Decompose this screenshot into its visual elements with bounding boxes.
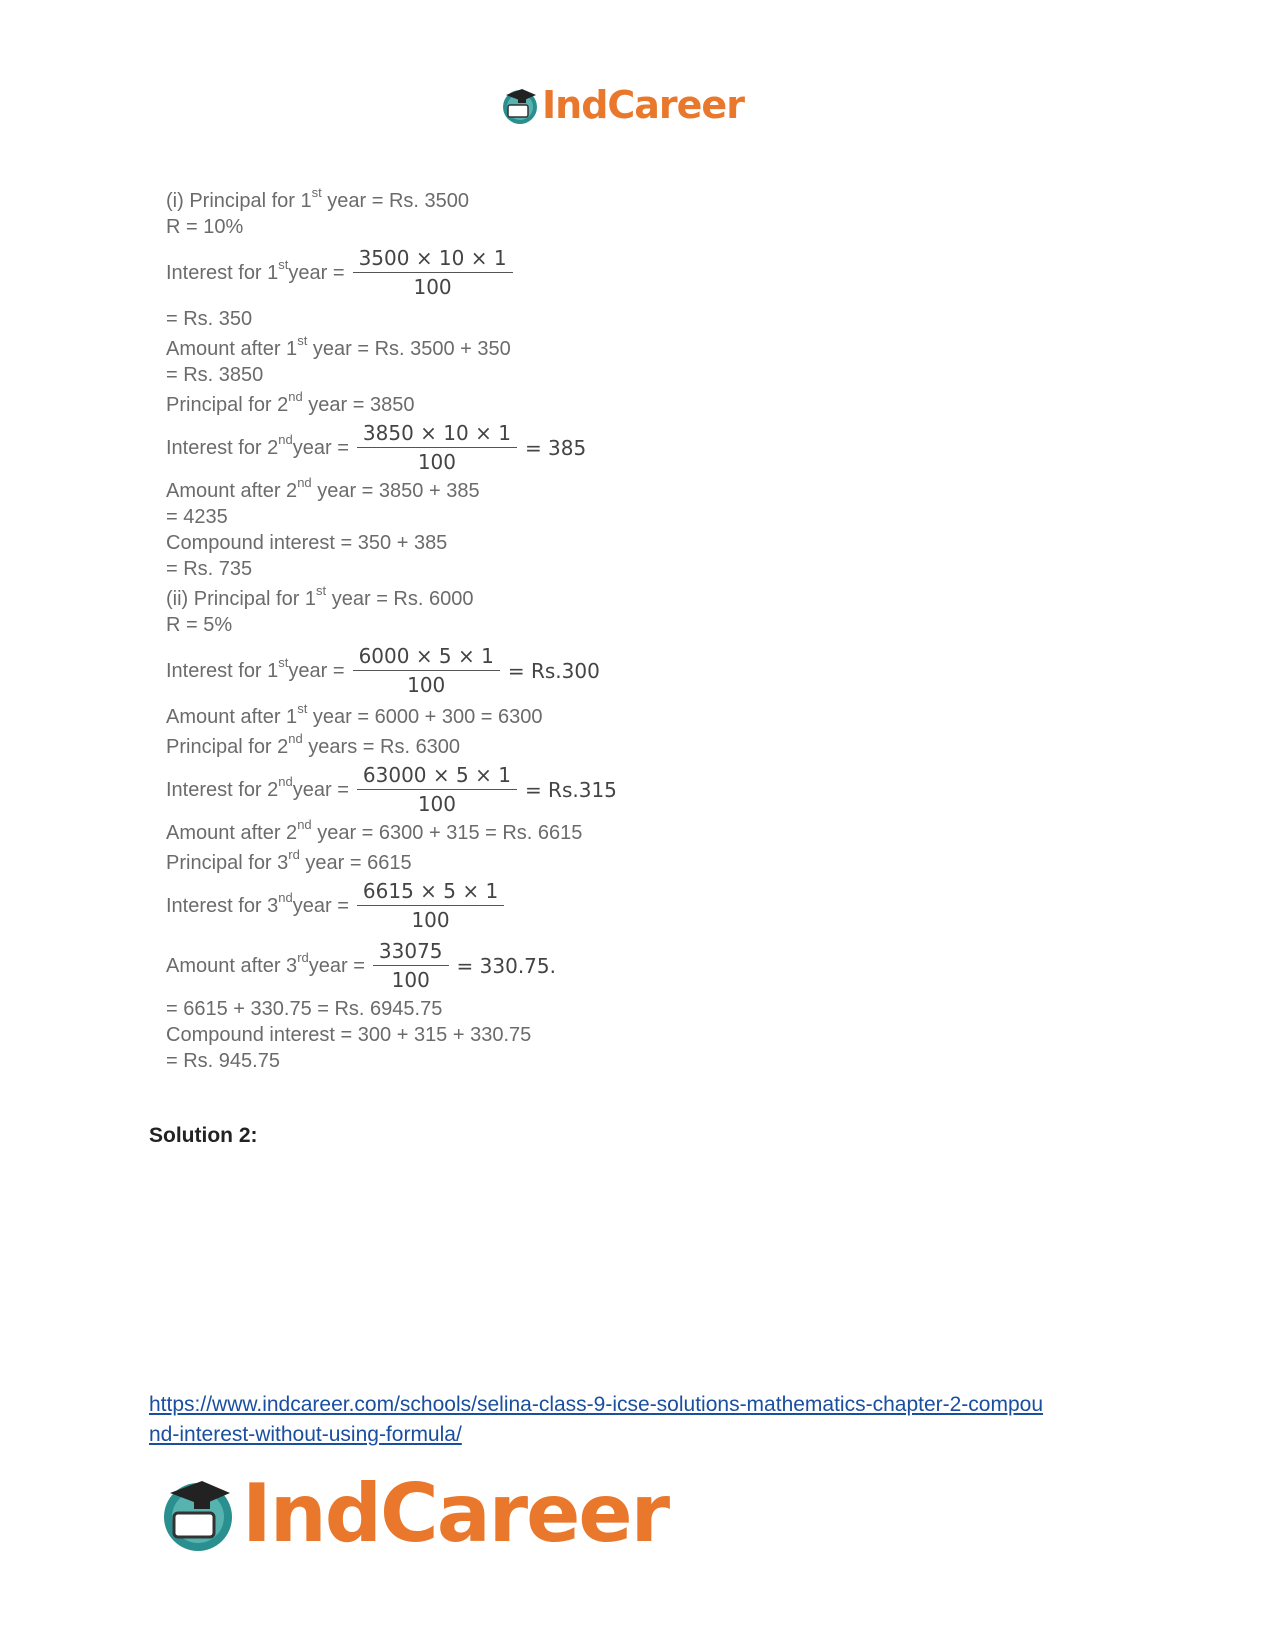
footer-logo [158, 1468, 668, 1558]
fraction: $\frac{63000 \times 5 \times 1}{100}$ [357, 762, 517, 818]
text-line: = Rs. 735 [166, 558, 253, 580]
fraction: $\frac{33075}{100}$ [373, 938, 449, 994]
solution-2-heading: Solution 2: [149, 1124, 258, 1147]
formula-line: Interest for 2 $^{nd}$ year = $\frac{3850 \times 10 \times 1}{100}$ = 385 [166, 421, 587, 474]
solution-1-content [166, 185, 866, 1074]
formula-line: Interest for 1 $^{st}$ year = $\frac{3500 \times 10 \times 1}{100}$ [166, 240, 866, 306]
text-line: = Rs. 945.75 [166, 1050, 280, 1072]
text-line: (i) Principal for 1st year = Rs. 3500 [166, 185, 470, 212]
formula-line: Interest for 3 $^{nd}$ year = $\frac{6615 \times 5 \times 1}{100}$ [166, 876, 866, 936]
text-line: Amount after 1st year = 6000 + 300 = 6300 [166, 701, 543, 728]
graduation-cap-globe-icon [158, 1473, 238, 1553]
logo-wordmark: IndCareer [242, 1466, 669, 1560]
fraction: $\frac{6000 \times 5 \times 1}{100}$ [353, 643, 500, 699]
fraction: $\frac{6615 \times 5 \times 1}{100}$ [357, 878, 504, 934]
text-line: Amount after 2nd year = 6300 + 315 = Rs. 6615 [166, 817, 583, 844]
text-line: Principal for 2nd year = 3850 [166, 389, 415, 416]
text-line: (ii) Principal for 1st year = Rs. 6000 [166, 583, 474, 610]
text-line: Principal for 2nd years = Rs. 6300 [166, 731, 461, 758]
formula-line: Interest for 2 $^{nd}$ year = $\frac{63000 \times 5 \times 1}{100}$ = Rs.315 [166, 763, 617, 816]
text-line: = 4235 [166, 506, 228, 528]
formula-line: Interest for 1 $^{st}$ year = $\frac{6000 \times 5 \times 1}{100}$ = Rs.300 [166, 644, 600, 697]
link-line-1[interactable]: https://www.indcareer.com/schools/selina-class-9-icse-solutions-mathematics-chapter-2-compou [149, 1393, 1044, 1416]
logo-wordmark: IndCareer [542, 83, 744, 127]
text-line: R = 5% [166, 614, 233, 636]
text-line: Principal for 3rd year = 6615 [166, 847, 412, 874]
formula-line: Amount after 3 $^{rd}$ year = $\frac{33075}{100}$ = 330.75. [166, 939, 556, 992]
text-line: Compound interest = 350 + 385 [166, 532, 448, 554]
header-logo [500, 80, 744, 130]
text-line: = Rs. 3850 [166, 364, 264, 386]
text-line: R = 10% [166, 216, 244, 238]
source-link[interactable] [149, 1390, 1129, 1450]
text-line: Amount after 2nd year = 3850 + 385 [166, 475, 480, 502]
link-line-2[interactable]: nd-interest-without-using-formula/ [149, 1423, 462, 1446]
text-line: = Rs. 350 [166, 308, 253, 330]
text-line: Amount after 1st year = Rs. 3500 + 350 [166, 333, 511, 360]
fraction: $\frac{3850 \times 10 \times 1}{100}$ [357, 420, 517, 476]
fraction: $\frac{3500 \times 10 \times 1}{100}$ [353, 245, 513, 301]
graduation-cap-globe-icon [500, 85, 540, 125]
text-line: = 6615 + 330.75 = Rs. 6945.75 [166, 998, 443, 1020]
text-line: Compound interest = 300 + 315 + 330.75 [166, 1024, 532, 1046]
